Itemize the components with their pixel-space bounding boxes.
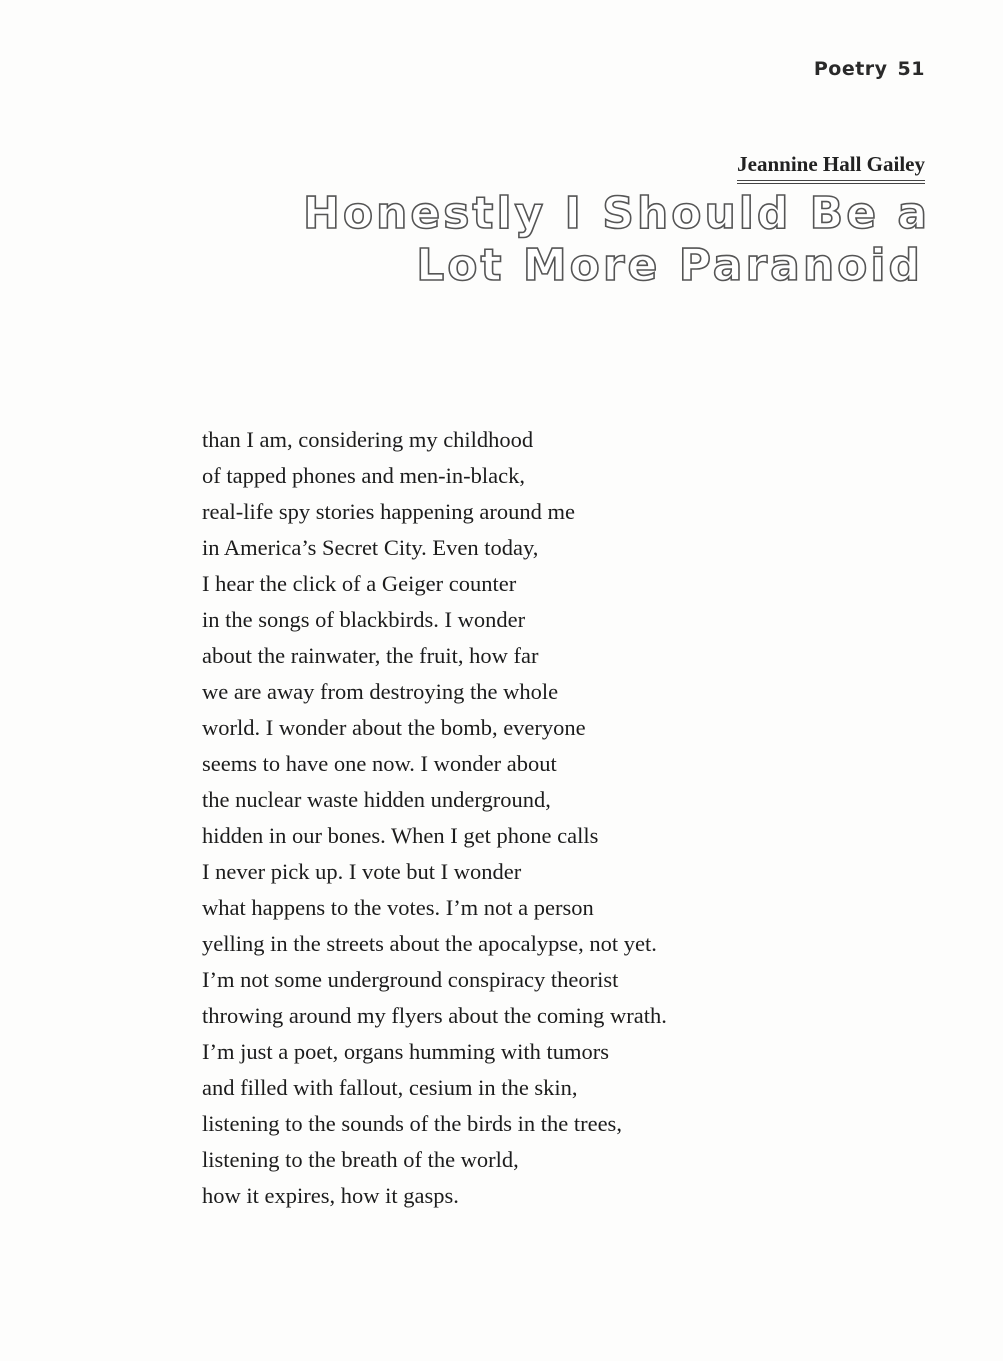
poem-line: what happens to the votes. I’m not a person [202,895,594,920]
author-block [737,152,925,184]
poem-title [303,188,931,292]
poem-line: throwing around my flyers about the coming wrath. [202,1003,667,1028]
poem-line: of tapped phones and men-in-black, [202,463,526,488]
poem-line: we are away from destroying the whole [202,679,559,704]
poem-line: than I am, considering my childhood [202,427,534,452]
poem-line: I hear the click of a Geiger counter [202,571,517,596]
poem-line: in America’s Secret City. Even today, [202,535,539,560]
poem-line: seems to have one now. I wonder about [202,751,557,776]
page-number: 51 [897,58,925,80]
poem-line: I never pick up. I vote but I wonder [202,859,522,884]
poem-line: listening to the sounds of the birds in the trees, [202,1111,622,1136]
poem-line: listening to the breath of the world, [202,1147,519,1172]
section-name: Poetry [813,58,888,80]
poem-line: hidden in our bones. When I get phone calls [202,823,599,848]
poem-title-line-2: Lot More Paranoid [416,240,923,291]
poem-line: in the songs of blackbirds. I wonder [202,607,526,632]
poem-line: and filled with fallout, cesium in the skin, [202,1075,578,1100]
running-head [814,58,925,80]
poem-line: I’m not some underground conspiracy theorist [202,967,619,992]
poem-line: the nuclear waste hidden underground, [202,787,551,812]
poem-title-line-1: Honestly I Should Be a [303,188,931,239]
poem-line: real-life spy stories happening around me [202,499,576,524]
poem-line: yelling in the streets about the apocalypse, not yet. [202,931,657,956]
poem-line: how it expires, how it gasps. [202,1183,459,1208]
poem-line: about the rainwater, the fruit, how far [202,643,539,668]
poem-line: world. I wonder about the bomb, everyone [202,715,586,740]
poem-line: I’m just a poet, organs humming with tumors [202,1039,610,1064]
author-name: Jeannine Hall Gailey [737,152,925,184]
poem-body [202,422,842,1214]
